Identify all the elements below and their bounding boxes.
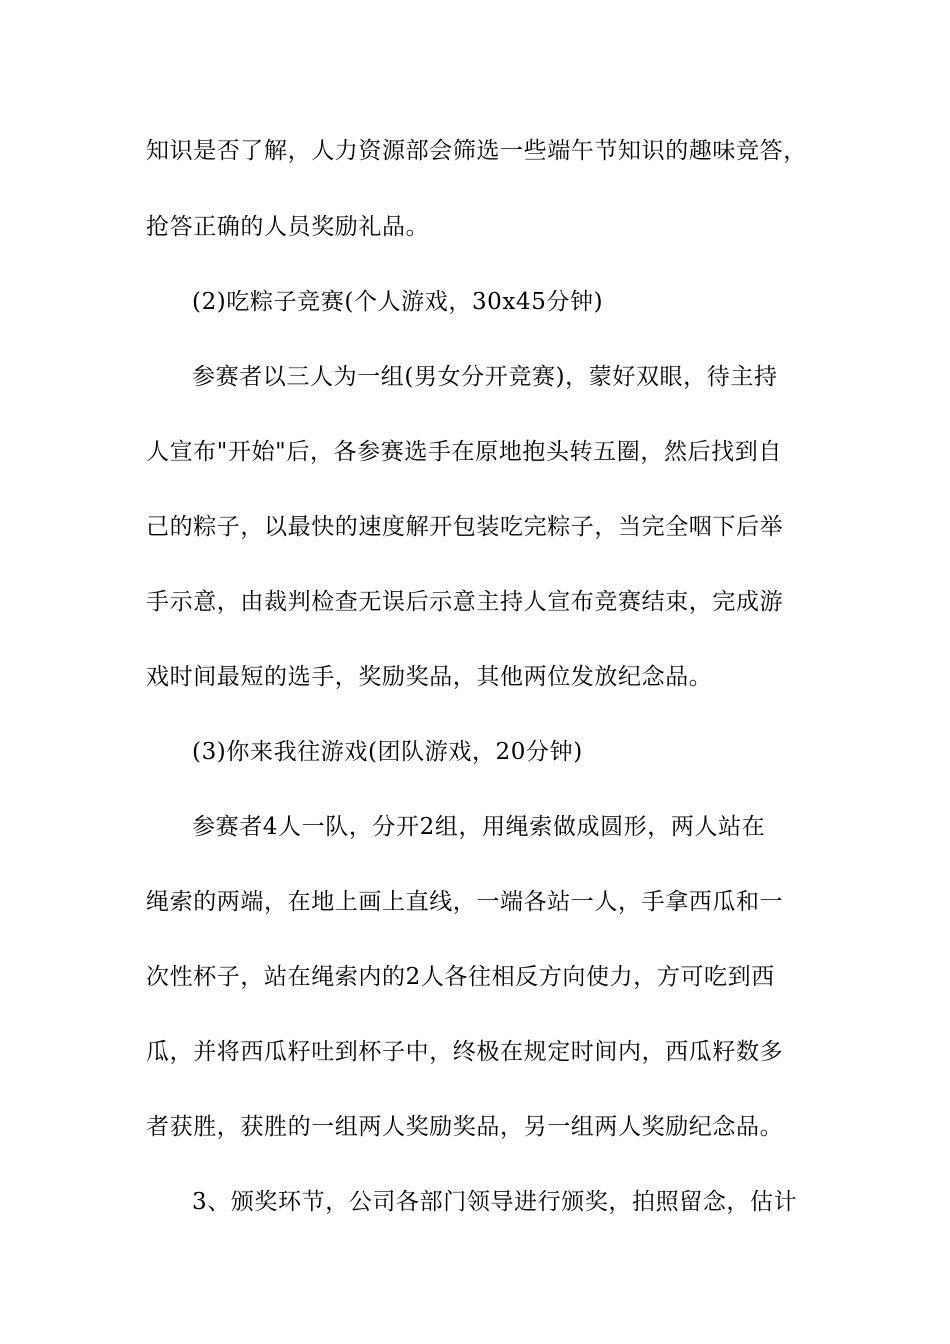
text-line: 知识是否了解，人力资源部会筛选一些端午节知识的趣味竞答， (146, 138, 807, 164)
text-line: 手示意，由裁判检查无误后示意主持人宣布竞赛结束，完成游 (146, 589, 784, 615)
section-heading: (2)吃粽子竞赛(个人游戏，30x45分钟) (192, 289, 604, 315)
text-line: 参赛者以三人为一组(男女分开竞赛)，蒙好双眼，待主持 (192, 364, 778, 390)
text-line: 戏时间最短的选手，奖励奖品，其他两位发放纪念品。 (146, 664, 713, 690)
section-heading: (3)你来我往游戏(团队游戏，20分钟) (192, 739, 583, 765)
text-line: 3、颁奖环节，公司各部门领导进行颁奖，拍照留念，估计 (192, 1189, 798, 1215)
text-line: 绳索的两端，在地上画上直线，一端各站一人，手拿西瓜和一 (146, 889, 784, 915)
text-line: 参赛者4人一队，分开2组，用绳索做成圆形，两人站在 (192, 814, 766, 840)
text-line: 抢答正确的人员奖励礼品。 (146, 214, 430, 240)
text-line: 次性杯子，站在绳索内的2人各往相反方向使力，方可吃到西 (146, 964, 775, 990)
text-line: 人宣布"开始"后，各参赛选手在原地抱头转五圈，然后找到自 (146, 439, 782, 465)
text-line: 瓜，并将西瓜籽吐到杯子中，终极在规定时间内，西瓜籽数多 (146, 1039, 784, 1065)
text-line: 己的粽子，以最快的速度解开包装吃完粽子，当完全咽下后举 (146, 514, 784, 540)
text-line: 者获胜，获胜的一组两人奖励奖品，另一组两人奖励纪念品。 (146, 1114, 784, 1140)
